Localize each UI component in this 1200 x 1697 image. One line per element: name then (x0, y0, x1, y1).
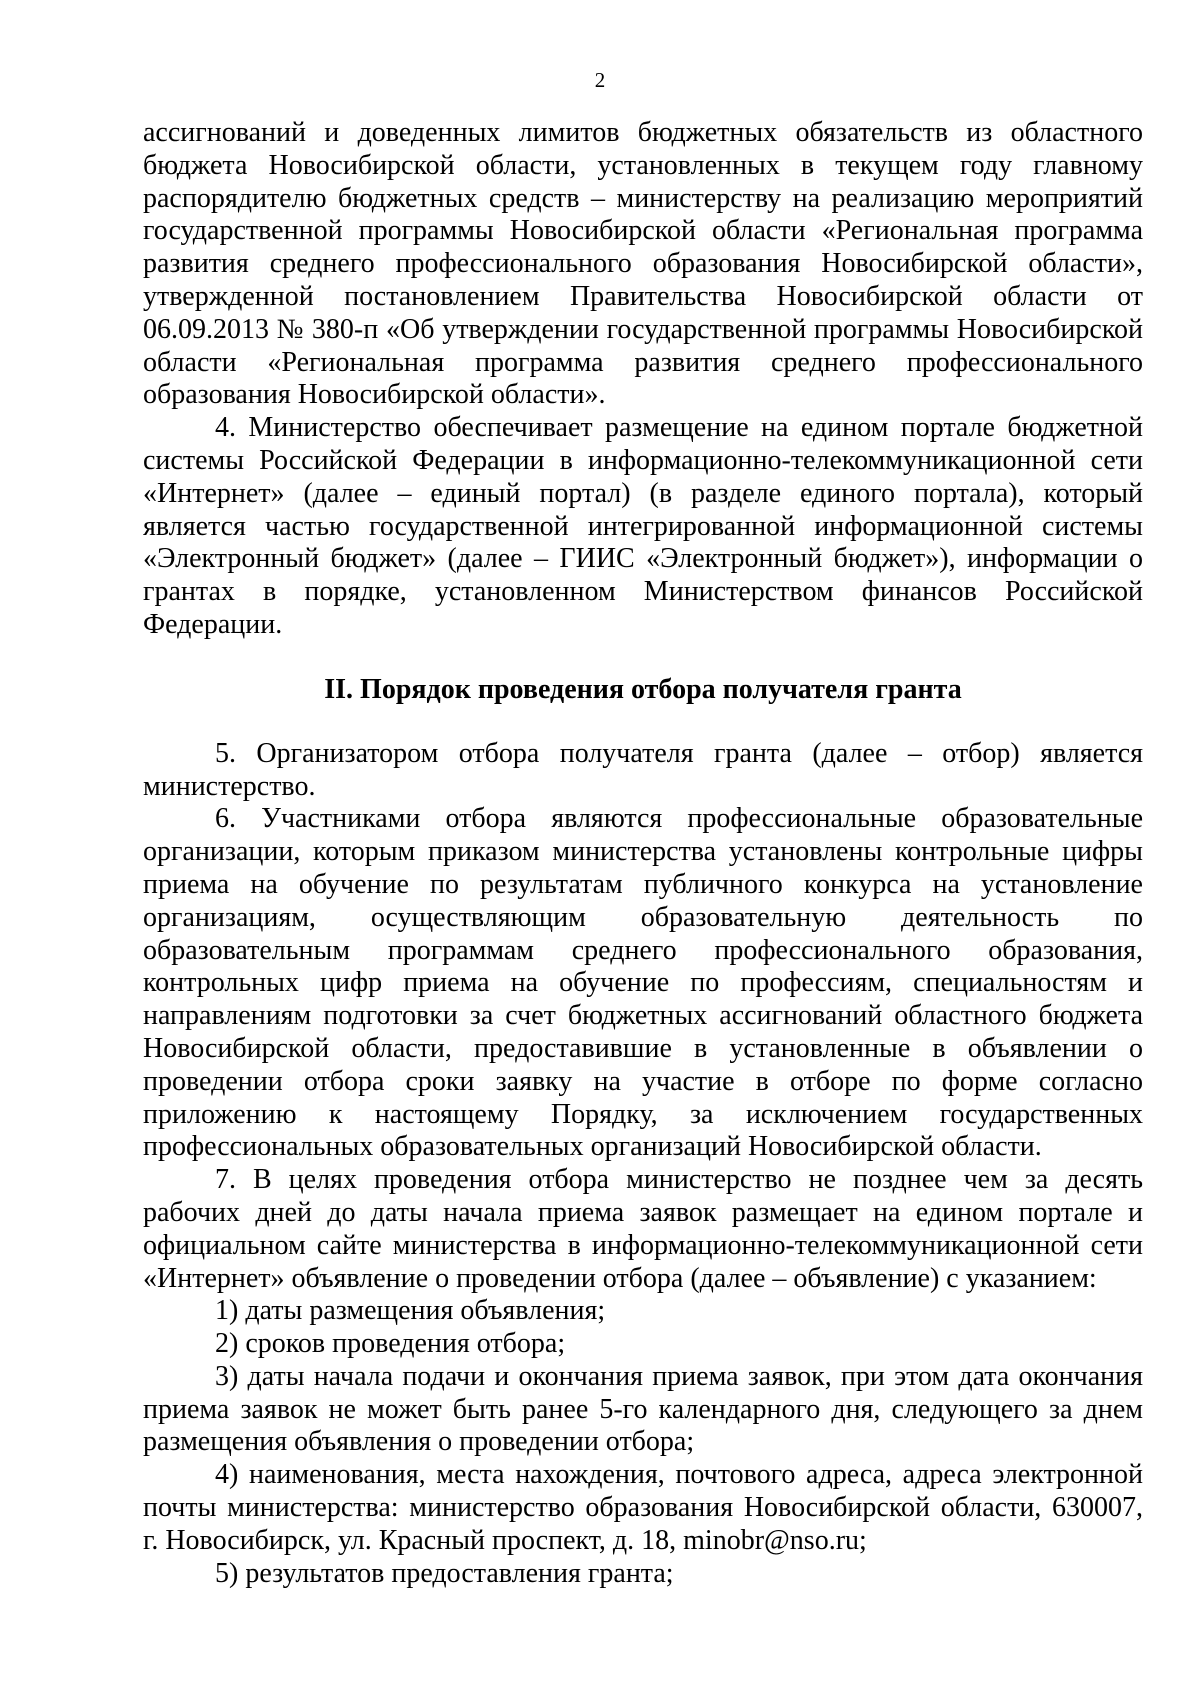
paragraph-item-7: 7. В целях проведения отбора министерство не позднее чем за десять рабочих дней до даты начала приема заявок размещает на едином портале и официальном сайте министерства в информационно-телекоммуникационной сети «Интернет» объявление о проведении отбора (далее – объявление) с указанием: (143, 1164, 1143, 1294)
paragraph-item-6: 6. Участниками отбора являются профессиональные образовательные организации, которым приказом министерства установлены контрольные цифры приема на обучение по результатам публичного конкурса на установление организациям, осуществляющим образовательную деятельность по образовательным программам среднего профессионального образования, контрольных цифр приема на обучение по профессиям, специальностям и направлениям подготовки за счет бюджетных ассигнований областного бюджета Новосибирской области, предоставившие в установленные в объявлении о проведении отбора сроки заявку на участие в отборе по форме согласно приложению к настоящему Порядку, за исключением государственных профессиональных образовательных организаций Новосибирской области. (143, 803, 1143, 1163)
paragraph-item-5: 5. Организатором отбора получателя гранта (далее – отбор) является министерство. (143, 737, 1143, 802)
list-item-5: 5) результатов предоставления гранта; (215, 1557, 674, 1589)
section-heading: II. Порядок проведения отбора получателя гранта (324, 673, 962, 705)
list-item-2: 2) сроков проведения отбора; (215, 1328, 566, 1360)
list-item-1: 1) даты размещения объявления; (215, 1295, 606, 1327)
list-item-3: 3) даты начала подачи и окончания приема заявок, при этом дата окончания приема заявок не может быть ранее 5-го календарного дня, следующего за днем размещения объявления о проведении отбора; (143, 1360, 1143, 1458)
document-body (143, 117, 1143, 1590)
list-item-4: 4) наименования, места нахождения, почтового адреса, адреса электронной почты министерства: министерство образования Новосибирской области, 630007, г. Новосибирск, ул. Красный проспект, д. 18, minobr@nso.ru; (143, 1459, 1143, 1556)
page-number: 2 (594, 68, 606, 92)
paragraph-continuation: ассигнований и доведенных лимитов бюджетных обязательств из областного бюджета Новосибирской области, установленных в текущем году главному распорядителю бюджетных средств – министерству на реализацию мероприятий государственной программы Новосибирской области «Региональная программа развития среднего профессионального образования Новосибирской области», утвержденной постановлением Правительства Новосибирской области от 06.09.2013 № 380-п «Об утверждении государственной программы Новосибирской области «Региональная программа развития среднего профессионального образования Новосибирской области». (143, 117, 1143, 411)
paragraph-item-4: 4. Министерство обеспечивает размещение на едином портале бюджетной системы Российской Федерации в информационно-телекоммуникационной сети «Интернет» (далее – единый портал) (в разделе единого портала), который является частью государственной интегрированной информационной системы «Электронный бюджет» (далее – ГИИС «Электронный бюджет»), информации о грантах в порядке, установленном Министерством финансов Российской Федерации. (143, 412, 1143, 640)
